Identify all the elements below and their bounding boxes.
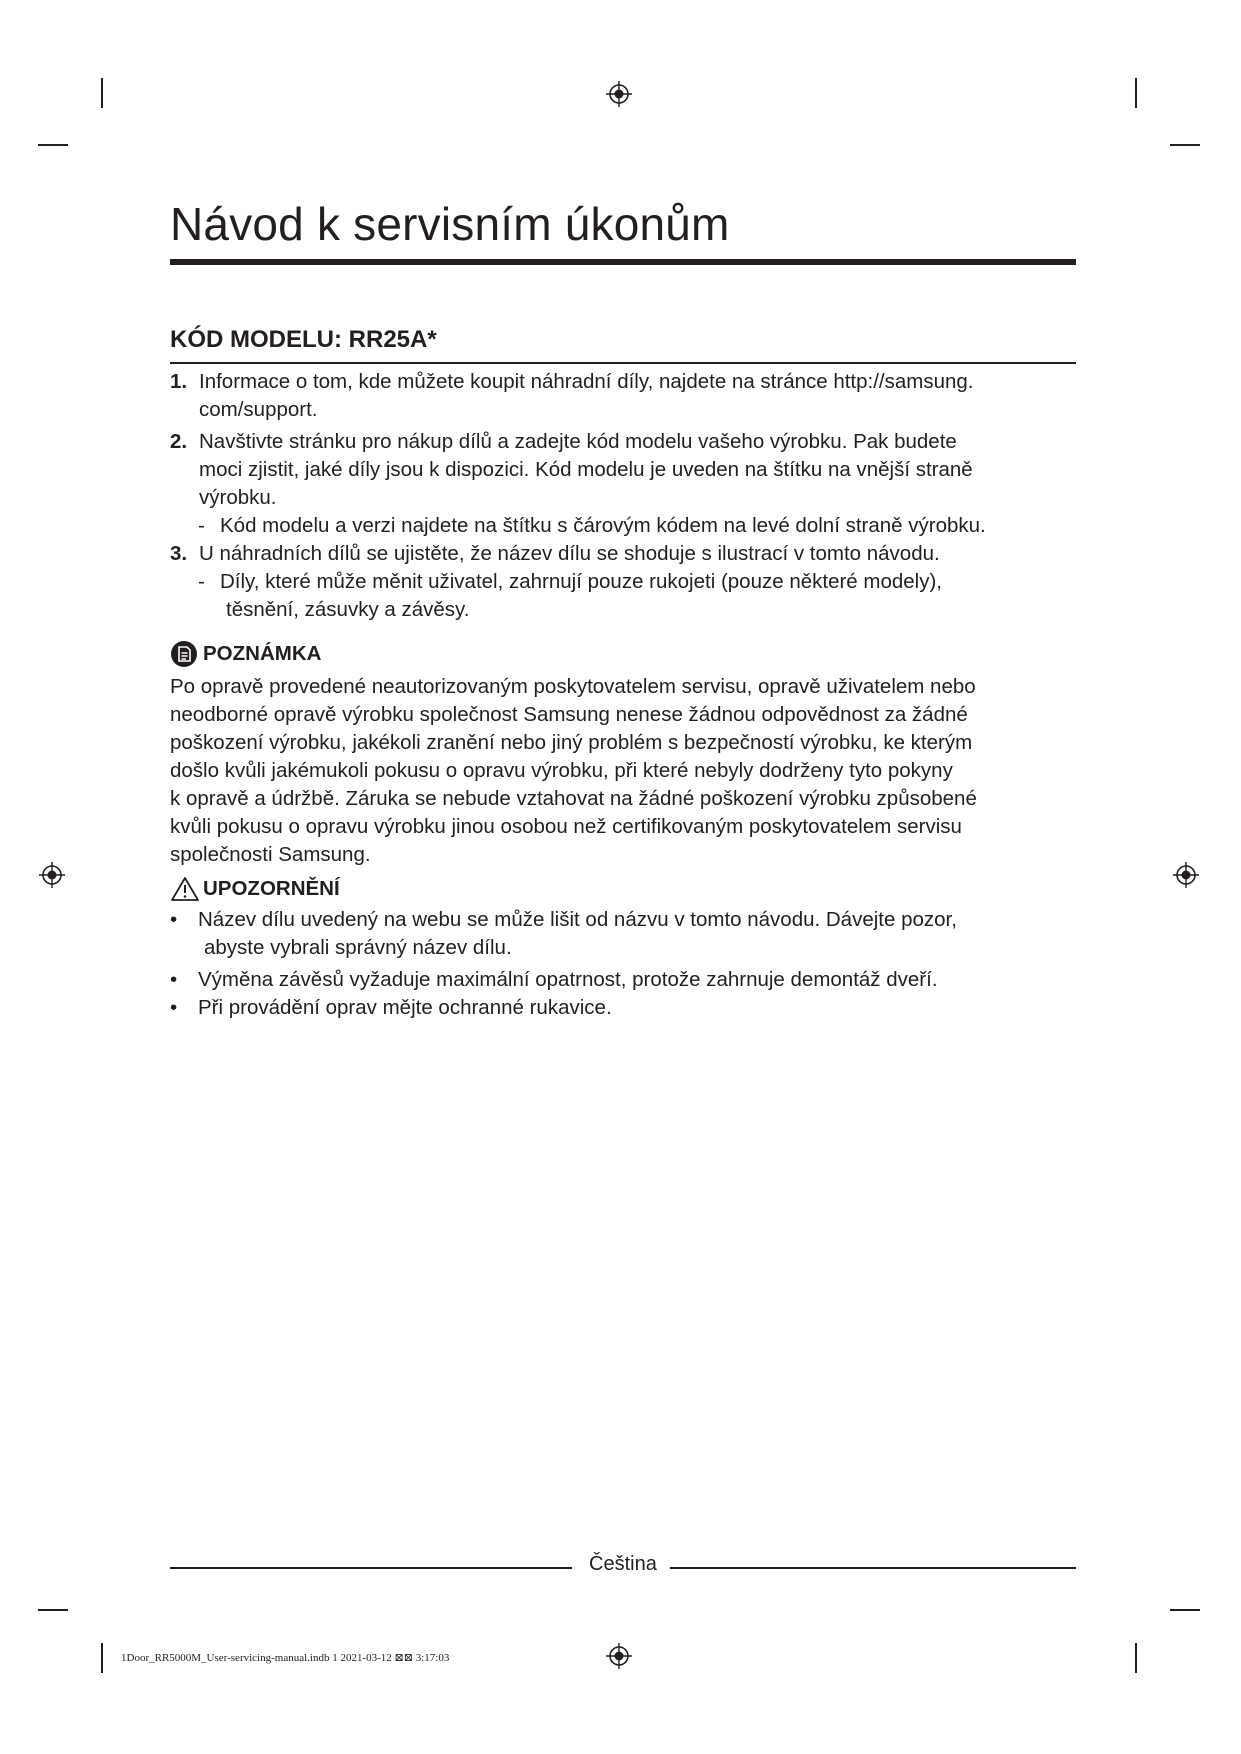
title-rule (170, 259, 1076, 265)
registration-crosshair-icon (606, 81, 632, 107)
bullet-text: Výměna závěsů vyžaduje maximální opatrnost, protože zahrnuje demontáž dveří. (198, 968, 938, 991)
step-2 (170, 428, 1070, 512)
sub-item-text: Díly, které může měnit uživatel, zahrnují pouze rukojeti (pouze některé modely), (220, 570, 943, 593)
step-number: 2. (170, 430, 188, 453)
step-number: 3. (170, 542, 188, 565)
step-3 (170, 540, 1070, 568)
step-text-line: výrobku. (199, 486, 277, 509)
footer-language: Čeština (589, 1553, 657, 1575)
crop-mark-bottom-right-vertical (1135, 1643, 1137, 1673)
footer-rule-left (170, 1567, 572, 1569)
registration-crosshair-icon (1173, 862, 1199, 888)
page-title: Návod k servisním úkonům (170, 198, 730, 250)
registration-crosshair-icon (606, 1643, 632, 1669)
sub-item-text: těsnění, zásuvky a závěsy. (226, 598, 470, 621)
note-icon (170, 640, 198, 668)
step-text-line: moci zjistit, jaké díly jsou k dispozici. Kód modelu je uveden na štítku na vnější straně (199, 458, 973, 481)
step-text: U náhradních dílů se ujistěte, že název dílu se shoduje s ilustrací v tomto návodu. (199, 542, 940, 565)
section-heading: KÓD MODELU: RR25A* (170, 326, 437, 353)
crop-mark-bottom-left-horizontal (38, 1609, 68, 1611)
step-text-line: Navštivte stránku pro nákup dílů a zadejte kód modelu vašeho výrobku. Pak budete (199, 430, 957, 453)
caution-bullet (170, 906, 1070, 962)
dash-marker: - (198, 514, 205, 537)
note-line: Po opravě provedené neautorizovaným poskytovatelem servisu, opravě uživatelem nebo (170, 675, 976, 698)
bullet-text: abyste vybrali správný název dílu. (204, 936, 512, 959)
note-label: POZNÁMKA (203, 642, 322, 665)
caution-heading (170, 876, 340, 902)
crop-mark-top-right-horizontal (1170, 144, 1200, 146)
step-number: 1. (170, 370, 188, 393)
crop-mark-bottom-right-horizontal (1170, 1609, 1200, 1611)
crop-mark-top-left-horizontal (38, 144, 68, 146)
caution-bullet (170, 966, 1070, 994)
note-heading (170, 640, 321, 668)
note-line: došlo kvůli jakémukoli pokusu o opravu výrobku, při které nebyly dodrženy tyto pokyny (170, 759, 953, 782)
sub-item (198, 568, 1078, 624)
sub-item-text: Kód modelu a verzi najdete na štítku s čárovým kódem na levé dolní straně výrobku. (220, 514, 986, 537)
crop-mark-bottom-left-vertical (101, 1643, 103, 1673)
note-line: k opravě a údržbě. Záruka se nebude vztahovat na žádné poškození výrobku způsobené (170, 787, 977, 810)
crop-mark-top-right-vertical (1135, 78, 1137, 108)
sub-item (198, 512, 1078, 540)
caution-label: UPOZORNĚNÍ (203, 877, 340, 900)
dash-marker: - (198, 570, 205, 593)
crop-mark-top-left-vertical (101, 78, 103, 108)
note-line: kvůli pokusu o opravu výrobku jinou osobou než certifikovaným poskytovatelem servisu (170, 815, 962, 838)
registration-crosshair-icon (39, 862, 65, 888)
step-text: Informace o tom, kde můžete koupit náhradní díly, najdete na stránce http://samsung. (199, 370, 974, 393)
bullet-marker: • (170, 908, 178, 931)
note-line: společnosti Samsung. (170, 843, 371, 866)
section-rule (170, 362, 1076, 364)
bullet-text: Při provádění oprav mějte ochranné rukavice. (198, 996, 612, 1019)
caution-bullet (170, 994, 1070, 1022)
warning-triangle-icon (170, 876, 200, 902)
bullet-marker: • (170, 996, 178, 1019)
bullet-marker: • (170, 968, 178, 991)
print-info-slug: 1Door_RR5000M_User-servicing-manual.indb 1 2021-03-12 ⊠⊠ 3:17:03 (121, 1652, 450, 1664)
footer-rule-right (670, 1567, 1076, 1569)
bullet-text: Název dílu uvedený na webu se může lišit od názvu v tomto návodu. Dávejte pozor, (198, 908, 957, 931)
note-line: neodborné opravě výrobku společnost Samsung nenese žádnou odpovědnost za žádné (170, 703, 968, 726)
step-1 (170, 368, 1070, 424)
note-line: poškození výrobku, jakékoli zranění nebo jiný problém s bezpečností výrobku, ke kterým (170, 731, 973, 754)
note-paragraph (170, 673, 1070, 869)
step-text-continuation: com/support. (199, 398, 318, 421)
